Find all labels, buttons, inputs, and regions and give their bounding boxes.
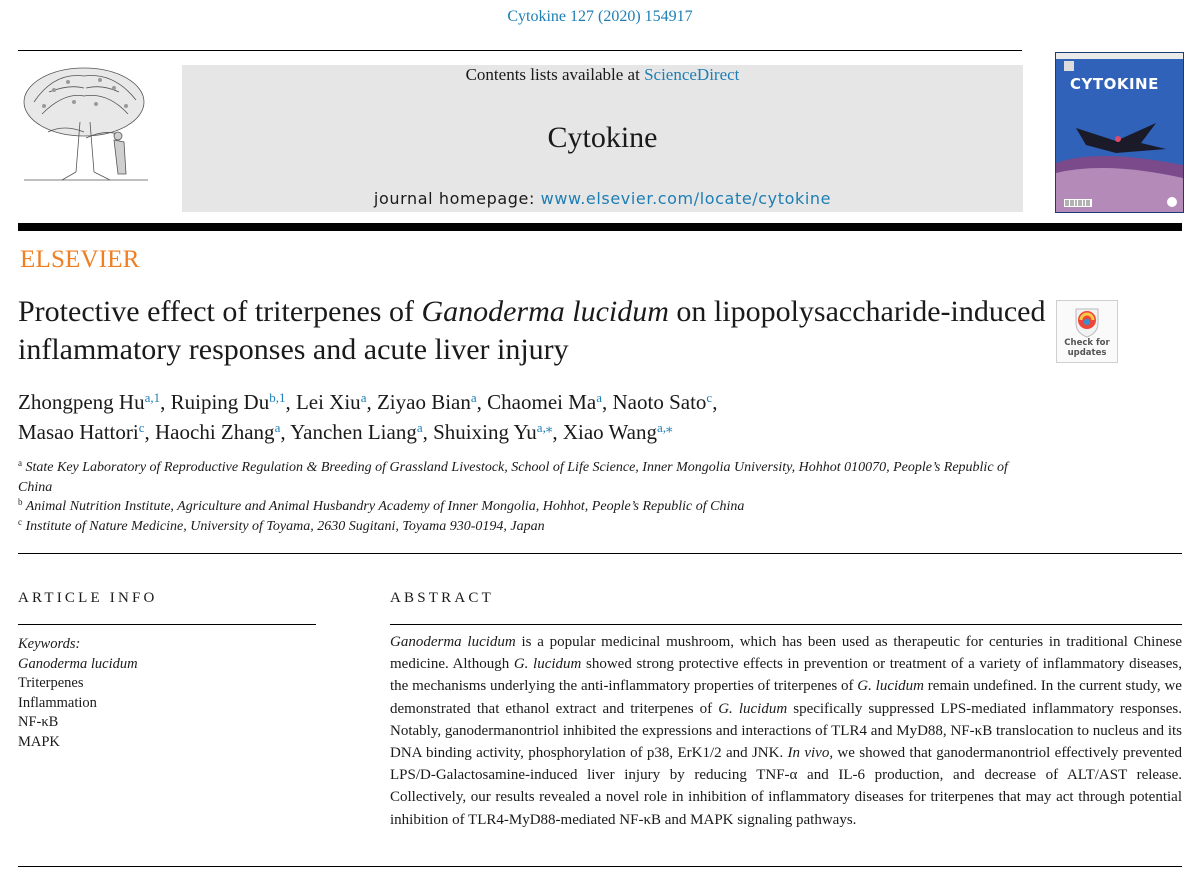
abstract-segment: G. lucidum	[718, 700, 788, 717]
author-name: Xiao Wang	[562, 420, 657, 444]
homepage-link[interactable]: www.elsevier.com/locate/cytokine	[540, 189, 832, 208]
author-name: Ruiping Du	[170, 390, 270, 414]
author-separator: ,	[366, 390, 377, 414]
tree-icon	[14, 62, 156, 184]
abstract-segment: is a popular medicinal mushroom, which has been used as therapeutic for centuries in traditional Chinese medicine. Although	[390, 634, 1182, 673]
keyword: Triterpenes	[18, 675, 84, 691]
journal-cover-image[interactable]	[1055, 52, 1184, 213]
author-separator: ,	[160, 390, 171, 414]
author[interactable]	[290, 420, 423, 444]
homepage-prefix: journal homepage:	[373, 189, 541, 208]
affiliation-mark: a	[18, 458, 22, 468]
author[interactable]	[18, 420, 145, 444]
abstract-text	[390, 631, 1182, 831]
section-divider	[18, 553, 1182, 554]
author-affiliation-mark[interactable]: a	[274, 420, 281, 435]
author-name: Ziyao Bian	[376, 390, 471, 414]
affiliation-mark: b	[18, 497, 23, 507]
author-separator: ,	[280, 420, 291, 444]
keywords-block	[18, 635, 138, 752]
author-name: Haochi Zhang	[155, 420, 275, 444]
contents-prefix: Contents lists available at	[465, 65, 645, 84]
header-divider	[18, 223, 1182, 231]
article-info-rule	[18, 624, 316, 625]
author-separator: ,	[476, 390, 488, 414]
keyword: Ganoderma lucidum	[18, 655, 138, 672]
author-name: Zhongpeng Hu	[18, 390, 145, 414]
affiliation	[18, 517, 1038, 537]
article-title	[18, 293, 1048, 369]
abstract-segment: specifically suppressed LPS-mediated inflammatory responses. Notably, ganodermanontriol inhibited the expressions and interactions of TLR4 and MyD88, NF-κB translocation to nucleus and its DNA binding activity, phosphorylation of p38, ErK1/2 and JNK.	[390, 700, 1182, 762]
author-affiliation-mark[interactable]: a	[596, 390, 602, 405]
author-name: Lei Xiu	[295, 390, 361, 414]
keyword: MAPK	[18, 733, 60, 750]
author-separator: ,	[144, 420, 156, 444]
affiliation	[18, 497, 1038, 517]
journal-masthead	[182, 65, 1023, 212]
author-separator: ,	[712, 390, 718, 414]
bottom-rule	[18, 866, 1182, 867]
abstract-segment: G. lucidum	[857, 678, 924, 695]
author[interactable]	[433, 420, 552, 444]
author-affiliation-mark[interactable]: a	[416, 420, 423, 435]
cover-title: CYTOKINE	[1070, 75, 1159, 93]
abstract-heading: ABSTRACT	[390, 590, 494, 606]
abstract-segment: remain undefined. In the current study, we demonstrated that ethanol extract and triterpenes of	[390, 678, 1182, 717]
author-affiliation-mark[interactable]: a	[470, 390, 477, 405]
affiliation-text: Institute of Nature Medicine, University of Toyama, 2630 Sugitani, Toyama 930-0194, Japan	[22, 518, 545, 534]
homepage-line	[182, 189, 1023, 209]
author[interactable]	[171, 390, 286, 414]
author-separator: ,	[285, 390, 296, 414]
cover-artwork	[1056, 53, 1183, 212]
author-affiliation-mark[interactable]: a,1	[144, 390, 161, 405]
author-affiliation-mark[interactable]: c	[138, 420, 145, 435]
crossmark-label: Check for updates	[1064, 338, 1110, 358]
author[interactable]	[613, 390, 713, 414]
journal-citation[interactable]: Cytokine 127 (2020) 154917	[507, 8, 693, 25]
author[interactable]	[296, 390, 367, 414]
author-affiliation-mark[interactable]: a,⁎	[536, 420, 553, 435]
title-part-2: on lipopolysaccharide-induced inflammatory responses and acute liver injury	[18, 295, 1046, 366]
author-name: Naoto Sato	[612, 390, 707, 414]
journal-name: Cytokine	[547, 121, 658, 154]
author-name: Yanchen Liang	[290, 420, 417, 444]
abstract-rule	[390, 624, 1182, 625]
abstract-segment: Ganoderma lucidum	[390, 634, 516, 650]
author-list	[18, 387, 1118, 447]
elsevier-logo	[14, 62, 156, 273]
author-name: Masao Hattori	[18, 420, 139, 444]
author-name: Chaomei Ma	[487, 390, 597, 414]
author[interactable]	[563, 420, 673, 444]
abstract-segment: G. lucidum	[513, 656, 582, 673]
author-separator: ,	[422, 420, 434, 444]
article-info-heading: ARTICLE INFO	[18, 590, 158, 606]
abstract-segment: In vivo	[787, 745, 830, 762]
contents-line	[182, 65, 1023, 85]
affiliation	[18, 458, 1038, 497]
author[interactable]	[155, 420, 280, 444]
publisher-name: ELSEVIER	[20, 246, 140, 273]
keyword: Inflammation	[18, 694, 97, 711]
abstract-segment: showed strong protective effects in prevention or treatment of a variety of inflammatory diseases, the mechanisms underlying the anti-inflammatory properties of triterpenes of	[390, 656, 1182, 695]
author-name: Shuixing Yu	[433, 420, 537, 444]
affiliation-text: State Key Laboratory of Reproductive Regulation & Breeding of Grassland Livestock, School of Life Science, Inner Mongolia University, Hohhot 010070, People’s Republic of China	[18, 460, 1008, 495]
author[interactable]	[377, 390, 477, 414]
title-part-1: Protective effect of triterpenes of	[18, 295, 422, 328]
affiliation-text: Animal Nutrition Institute, Agriculture and Animal Husbandry Academy of Inner Mongolia, Hohhot, People’s Republic of China	[22, 499, 745, 514]
author-affiliation-mark[interactable]: b,1	[269, 390, 286, 405]
author-affiliation-mark[interactable]: a	[360, 390, 367, 405]
author-affiliation-mark[interactable]: c	[706, 390, 713, 405]
author-affiliation-mark[interactable]: a,⁎	[656, 420, 673, 435]
author[interactable]	[487, 390, 602, 414]
abstract-segment: , we showed that ganodermanontriol effectively prevented LPS/D-Galactosamine-induced liver injury by reducing TNF-α and IL-6 production, and decrease of ALT/AST release. Collectively, our results revealed a novel role in inhibition of inflammatory diseases for triterpenes that may act through potential inhibition of TLR4-MyD88-mediated NF-κB and MAPK signaling pathways.	[390, 745, 1182, 828]
check-for-updates-badge[interactable]	[1056, 300, 1118, 363]
title-species: Ganoderma lucidum	[421, 295, 669, 328]
author-separator: ,	[602, 390, 613, 414]
keyword: NF-κB	[18, 714, 59, 730]
author[interactable]	[18, 390, 160, 414]
affiliation-list	[18, 458, 1038, 536]
sciencedirect-link[interactable]: ScienceDirect	[644, 65, 740, 84]
crossmark-icon	[1072, 305, 1102, 339]
affiliation-mark: c	[18, 516, 22, 527]
top-rule	[18, 50, 1022, 51]
author-separator: ,	[552, 420, 563, 444]
keywords-label: Keywords:	[18, 636, 81, 652]
keyword-list	[18, 655, 138, 753]
